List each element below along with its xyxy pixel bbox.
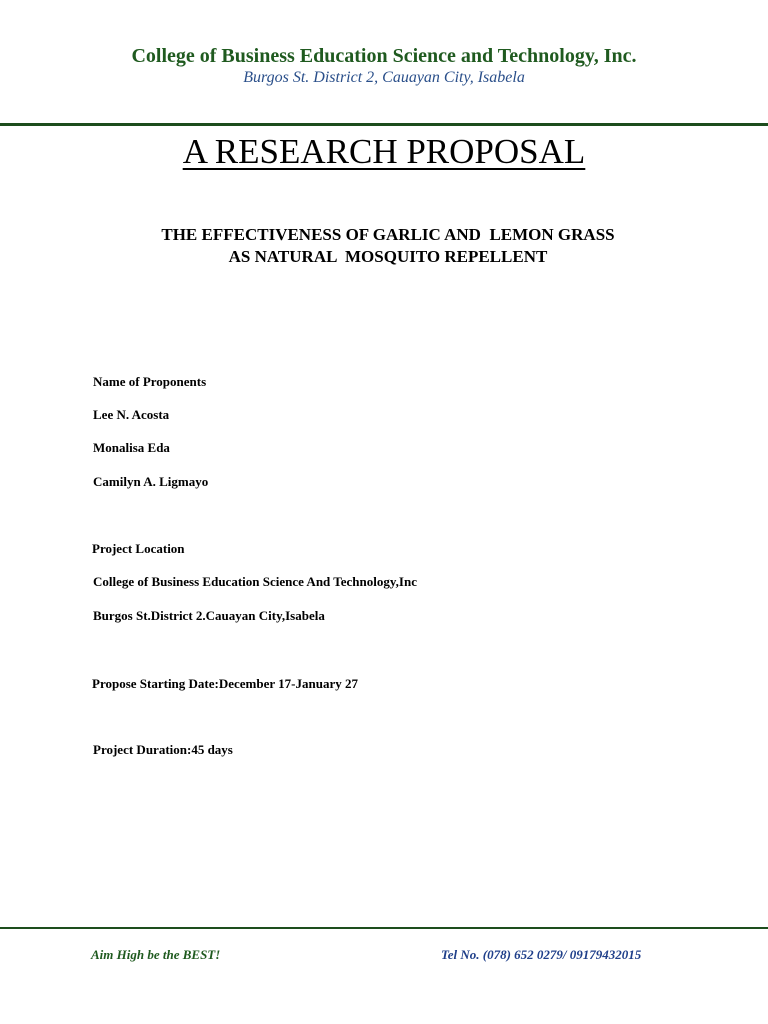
location-label: Project Location <box>92 541 185 556</box>
starting-date: Propose Starting Date:December 17-January 27 <box>92 676 358 691</box>
proponent-name-2: Monalisa Eda <box>93 440 170 455</box>
subtitle-line-2: AS NATURAL MOSQUITO REPELLENT <box>228 247 548 266</box>
proponents-label: Name of Proponents <box>93 374 207 389</box>
footer-telephone: Tel No. (078) 652 0279/ 09179432015 <box>441 947 642 962</box>
project-duration: Project Duration:45 days <box>93 742 233 757</box>
header-divider <box>0 123 768 126</box>
letterhead <box>0 44 768 88</box>
footer-motto: Aim High be the BEST! <box>91 947 221 962</box>
college-address: Burgos St. District 2, Cauayan City, Isabela <box>243 69 525 86</box>
document-title: A RESEARCH PROPOSAL <box>182 132 586 171</box>
proponent-name-1: Lee N. Acosta <box>93 407 170 422</box>
college-name: College of Business Education Science and Technology, Inc. <box>131 45 637 67</box>
location-line-1: College of Business Education Science And Technology,Inc <box>93 574 417 589</box>
footer-divider <box>0 927 768 929</box>
subtitle-line-1: THE EFFECTIVENESS OF GARLIC AND LEMON GRASS <box>161 225 615 244</box>
location-line-2: Burgos St.District 2.Cauayan City,Isabela <box>93 608 325 623</box>
proponent-name-3: Camilyn A. Ligmayo <box>93 474 209 489</box>
research-subtitle <box>0 224 768 268</box>
